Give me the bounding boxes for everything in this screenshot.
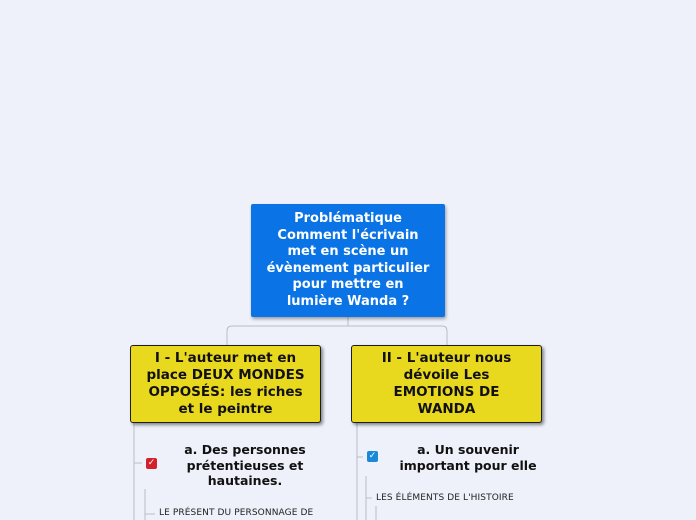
leaf-topic-elements-histoire[interactable]: LES ÉLÉMENTS DE L'HISTOIRE (376, 493, 514, 503)
subtopic-line: hautaines. (207, 473, 283, 488)
subtopic-line: a. Des personnes (184, 442, 306, 457)
main-topic-line: dévoile Les (403, 367, 490, 383)
subtopic-line: prétentieuses et (186, 457, 304, 473)
task-checkbox-checked-icon[interactable]: ✓ (147, 458, 156, 468)
main-topic-line: I - L'auteur met en (154, 350, 297, 366)
subtopic-personnes-pretentieuses[interactable] (170, 442, 320, 489)
central-topic-problematique[interactable] (251, 204, 445, 317)
central-topic-line: Problématique (294, 211, 402, 226)
central-topic-line: Comment l'écrivain (277, 227, 419, 243)
central-topic-line: met en scène un (287, 244, 409, 259)
connector-root-to-branches (227, 317, 447, 345)
main-topic-line: OPPOSÉS: les riches (148, 384, 303, 400)
connector-left-branch-to-sub (134, 423, 142, 463)
main-topic-line: et le peintre (178, 401, 273, 417)
central-topic-line: lumière Wanda ? (286, 293, 410, 309)
connector-left-sub-to-leaf (145, 489, 155, 520)
main-topic-line: WANDA (417, 401, 476, 417)
task-checkbox-checked-icon[interactable]: ✓ (368, 451, 377, 461)
subtopic-line: important pour elle (399, 457, 537, 473)
main-topic-emotions-wanda[interactable] (351, 345, 542, 423)
central-topic-line: pour mettre en (292, 277, 404, 292)
connector-right-sub-to-leaf (366, 476, 376, 520)
main-topic-line: EMOTIONS DE (393, 384, 500, 400)
connector-right-branch-to-sub (357, 423, 363, 457)
subtopic-souvenir-important[interactable] (388, 442, 548, 473)
subtopic-line: a. Un souvenir (417, 442, 519, 457)
main-topic-deux-mondes[interactable] (130, 345, 321, 423)
main-topic-line: place DEUX MONDES (146, 367, 305, 383)
leaf-topic-present-personnage[interactable]: LE PRÉSENT DU PERSONNAGE DE (159, 508, 314, 518)
main-topic-line: II - L'auteur nous (381, 350, 512, 366)
central-topic-line: évènement particulier (266, 260, 430, 276)
